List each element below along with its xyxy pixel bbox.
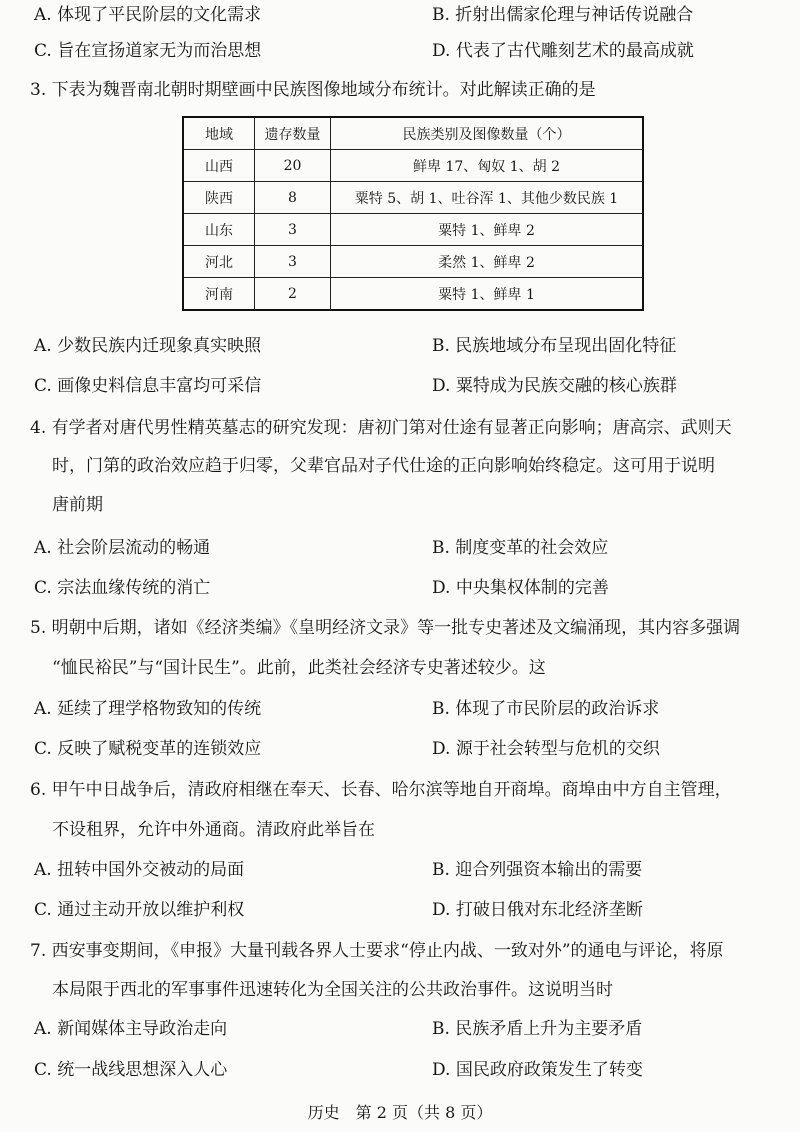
q5-option-a: A. 延续了理学格物致知的传统 bbox=[34, 699, 262, 719]
q4-option-a: A. 社会阶层流动的畅通 bbox=[34, 538, 211, 558]
q3-option-b: B. 民族地域分布呈现出固化特征 bbox=[432, 336, 677, 356]
q2-option-a: A. 体现了平民阶层的文化需求 bbox=[34, 5, 262, 25]
q3-option-d: D. 粟特成为民族交融的核心族群 bbox=[432, 376, 677, 396]
q3-option-c: C. 画像史料信息丰富均可采信 bbox=[34, 376, 262, 396]
q7-option-c: C. 统一战线思想深入人心 bbox=[34, 1060, 228, 1080]
q4-stem-line-2: 时，门第的政治效应趋于归零，父辈官品对子代仕途的正向影响始终稳定。这可用于说明 bbox=[52, 456, 715, 476]
table-cell: 鲜卑 17、匈奴 1、胡 2 bbox=[331, 150, 644, 182]
q6-stem-line-2: 不设租界，允许中外通商。清政府此举旨在 bbox=[52, 820, 375, 840]
table-cell: 山西 bbox=[183, 150, 255, 182]
q7-option-b: B. 民族矛盾上升为主要矛盾 bbox=[432, 1019, 643, 1039]
q5-option-d: D. 源于社会转型与危机的交织 bbox=[432, 739, 660, 759]
q4-option-d: D. 中央集权体制的完善 bbox=[432, 578, 609, 598]
q5-stem-line-1: 5. 明朝中后期，诸如《经济类编》《皇明经济文录》等一批专史著述及文编涌现，其内容多强调 bbox=[30, 618, 741, 638]
q6-option-c: C. 通过主动开放以维护利权 bbox=[34, 900, 245, 920]
table-cell: 8 bbox=[255, 182, 331, 214]
table-cell: 柔然 1、鲜卑 2 bbox=[331, 246, 644, 278]
table-header-row bbox=[183, 117, 643, 150]
q4-stem-line-3: 唐前期 bbox=[52, 495, 103, 515]
table-row bbox=[183, 150, 643, 182]
q3-stem: 3. 下表为魏晋南北朝时期壁画中民族图像地域分布统计。对此解读正确的是 bbox=[30, 80, 596, 100]
table-cell: 粟特 1、鲜卑 2 bbox=[331, 214, 644, 246]
table-row bbox=[183, 182, 643, 214]
table-row bbox=[183, 214, 643, 246]
q7-stem-line-2: 本局限于西北的军事事件迅速转化为全国关注的公共政治事件。这说明当时 bbox=[52, 980, 613, 1000]
q3-option-a: A. 少数民族内迁现象真实映照 bbox=[34, 336, 262, 356]
q4-option-c: C. 宗法血缘传统的消亡 bbox=[34, 578, 211, 598]
q4-option-b: B. 制度变革的社会效应 bbox=[432, 538, 609, 558]
q7-option-a: A. 新闻媒体主导政治走向 bbox=[34, 1019, 228, 1039]
q6-stem-line-1: 6. 甲午中日战争后，清政府相继在奉天、长春、哈尔滨等地自开商埠。商埠由中方自主管理， bbox=[30, 780, 732, 800]
table-cell: 河北 bbox=[183, 246, 255, 278]
ethnic-image-distribution-table bbox=[182, 116, 644, 311]
q6-option-a: A. 扭转中国外交被动的局面 bbox=[34, 860, 245, 880]
table-row bbox=[183, 278, 643, 311]
q2-option-b: B. 折射出儒家伦理与神话传说融合 bbox=[432, 5, 694, 25]
table-header-cell: 民族类别及图像数量（个） bbox=[331, 117, 644, 150]
table-cell: 陕西 bbox=[183, 182, 255, 214]
table-cell: 河南 bbox=[183, 278, 255, 311]
table-header-cell: 遗存数量 bbox=[255, 117, 331, 150]
table-cell: 3 bbox=[255, 214, 331, 246]
table-cell: 山东 bbox=[183, 214, 255, 246]
page-footer: 历史 第 2 页（共 8 页） bbox=[307, 1103, 493, 1122]
table-cell: 20 bbox=[255, 150, 331, 182]
q5-option-c: C. 反映了赋税变革的连锁效应 bbox=[34, 739, 262, 759]
q4-stem-line-1: 4. 有学者对唐代男性精英墓志的研究发现：唐初门第对仕途有显著正向影响；唐高宗、武则天 bbox=[30, 418, 732, 438]
table-cell: 粟特 5、胡 1、吐谷浑 1、其他少数民族 1 bbox=[331, 182, 644, 214]
q6-option-b: B. 迎合列强资本输出的需要 bbox=[432, 860, 643, 880]
q5-option-b: B. 体现了市民阶层的政治诉求 bbox=[432, 699, 660, 719]
q5-stem-line-2: “恤民裕民”与“国计民生”。此前，此类社会经济专史著述较少。这 bbox=[52, 658, 546, 678]
table-cell: 2 bbox=[255, 278, 331, 311]
q7-stem-line-1: 7. 西安事变期间，《申报》大量刊载各界人士要求“停止内战、一致对外”的通电与评论，将原 bbox=[30, 941, 724, 961]
table-header-cell: 地域 bbox=[183, 117, 255, 150]
table-cell: 粟特 1、鲜卑 1 bbox=[331, 278, 644, 311]
table-cell: 3 bbox=[255, 246, 331, 278]
table-row bbox=[183, 246, 643, 278]
q2-option-c: C. 旨在宣扬道家无为而治思想 bbox=[34, 41, 262, 61]
q2-option-d: D. 代表了古代雕刻艺术的最高成就 bbox=[432, 41, 694, 61]
q6-option-d: D. 打破日俄对东北经济垄断 bbox=[432, 900, 643, 920]
q7-option-d: D. 国民政府政策发生了转变 bbox=[432, 1060, 643, 1080]
